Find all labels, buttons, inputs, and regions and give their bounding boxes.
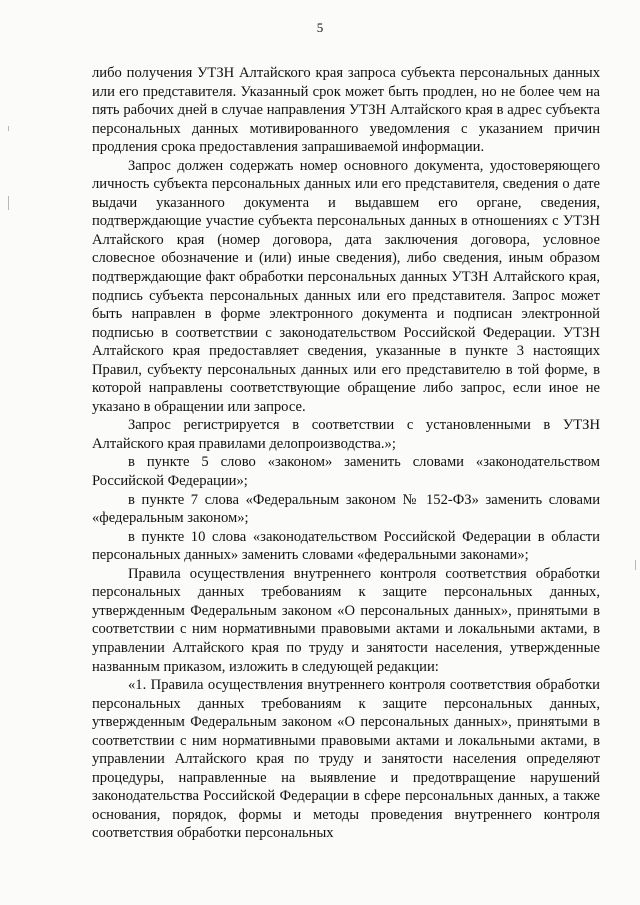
paragraph-item-7-amendment: в пункте 7 слова «Федеральным законом № 152-ФЗ» заменить словами «федеральным законом»; [92,491,600,527]
document-body [92,64,600,843]
paragraph-rules-item-1: «1. Правила осуществления внутреннего контроля соответствия обработки персональных данных требованиям к защите персональных данных, утвержденным Федеральным законом «О персональных данных», принятыми в соответствии с ним нормативными правовыми актами и локальными актами, в управлении Алтайского края по труду и занятости населения определяют процедуры, направленные на выявление и предотвращение нарушений законодательства Российской Федерации в сфере персональных данных, а также основания, порядок, формы и методы проведения внутреннего контроля соответствия обработки персональных [92,677,600,842]
scan-margin-mark [8,126,9,131]
paragraph-rules-new-edition: Правила осуществления внутреннего контроля соответствия обработки персональных данных требованиям к защите персональных данных, утвержденным Федеральным законом «О персональных данных», принятыми в соответствии с ним нормативными правовыми актами и локальными актами, в управлении Алтайского края по труду и занятости населения, утвержденные названным приказом, изложить в следующей редакции: [92,565,600,675]
scan-margin-mark [8,196,9,210]
paragraph-request-registration: Запрос регистрируется в соответствии с установленными в УТЗН Алтайского края правилами делопроизводства.»; [92,417,600,452]
paragraph-continuation: либо получения УТЗН Алтайского края запроса субъекта персональных данных или его представителя. Указанный срок может быть продлен, но не более чем на пять рабочих дней в случае направления УТЗН Алтайского края в адрес субъекта персональных данных мотивированного уведомления с указанием причин продления срока предоставления запрашиваемой информации. [92,65,600,156]
paragraph-request-content: Запрос должен содержать номер основного документа, удостоверяющего личность субъекта персональных данных или его представителя, сведения о дате выдачи указанного документа и выдавшем его органе, сведения, подтверждающие участие субъекта персональных данных в отношениях с УТЗН Алтайского края (номер договора, дата заключения договора, условное словесное обозначение и (или) иные сведения), либо сведения, иным образом подтверждающие факт обработки персональных данных УТЗН Алтайского края, подпись субъекта персональных данных или его представителя. Запрос может быть направлен в форме электронного документа и подписан электронной подписью в соответствии с законодательством Российской Федерации. УТЗН Алтайского края предоставляет сведения, указанные в пункте 3 настоящих Правил, субъекту персональных данных или его представителю в той форме, в которой направлены соответствующие обращение либо запрос, если иное не указано в обращении или запросе. [92,157,600,415]
page-number: 5 [316,20,324,35]
paragraph-item-10-amendment: в пункте 10 слова «законодательством Российской Федерации в области персональных данных» заменить словами «федеральными законами»; [92,528,600,564]
scan-margin-mark [635,560,636,570]
paragraph-item-5-amendment: в пункте 5 слово «законом» заменить словами «законодательством Российской Федерации»; [92,454,600,490]
